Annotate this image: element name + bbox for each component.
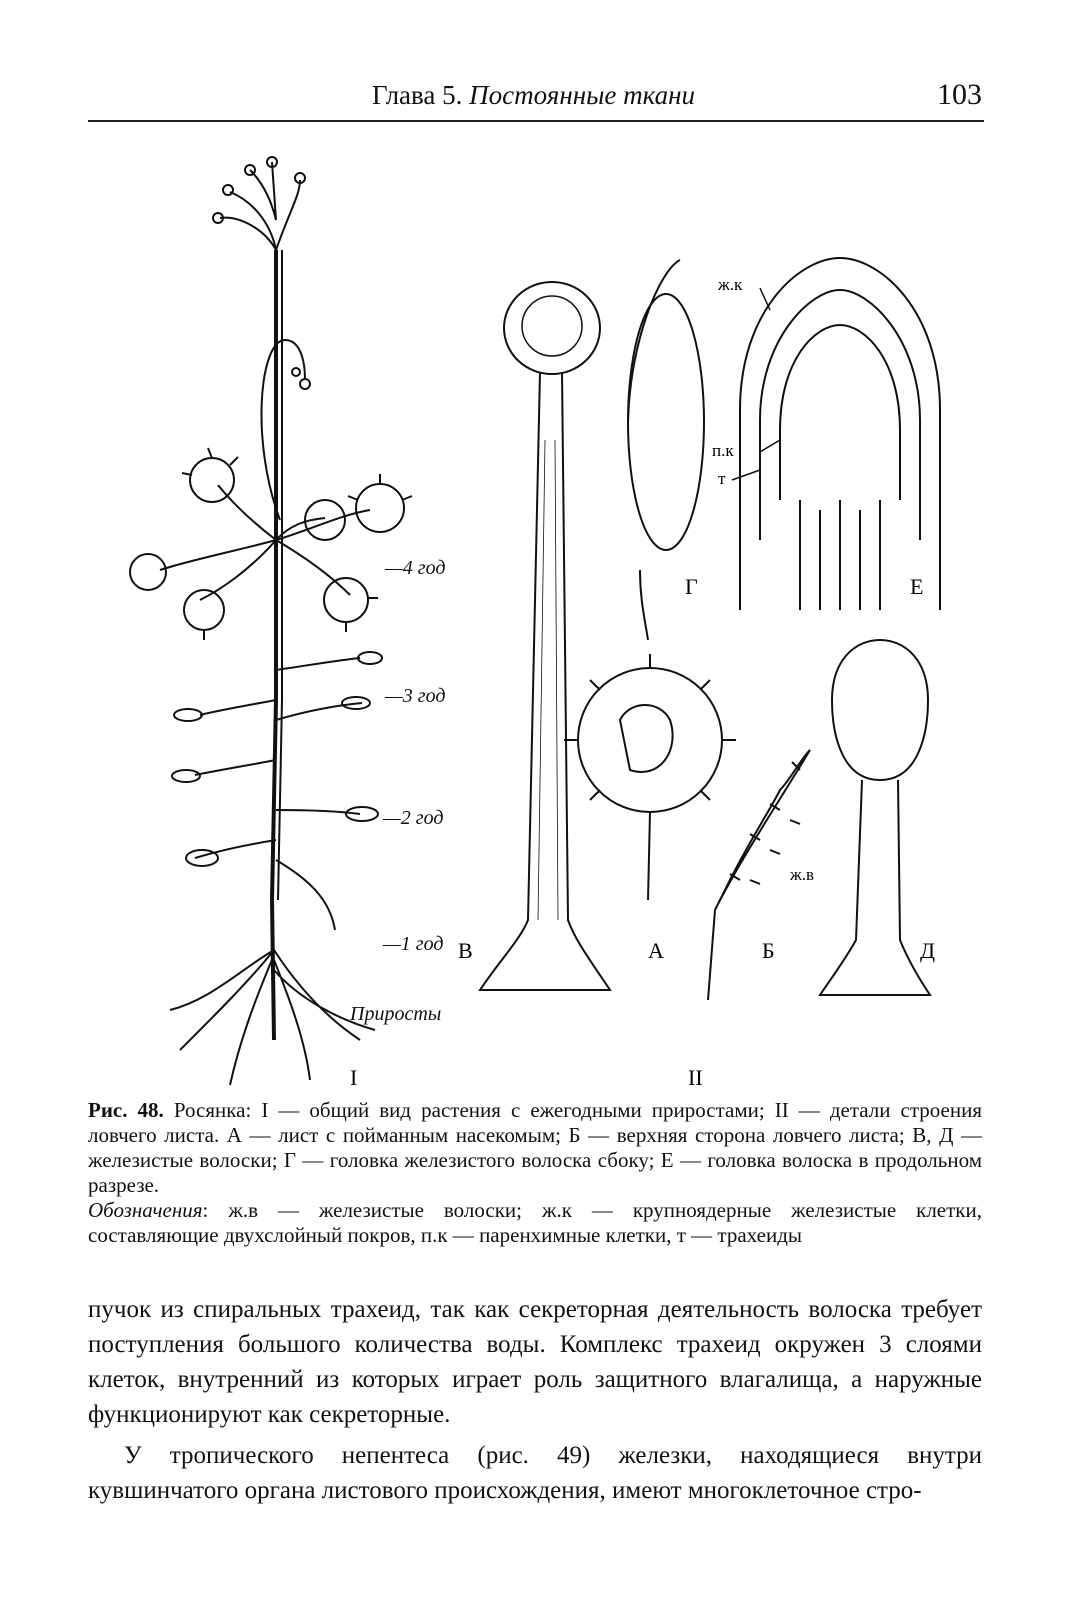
annotation-zh-v: ж.в bbox=[790, 865, 815, 884]
rosette-leaves bbox=[130, 448, 412, 640]
part-label-1: I bbox=[350, 1065, 358, 1090]
caption-label: Рис. 48. bbox=[88, 1098, 164, 1122]
growth-markers bbox=[349, 557, 445, 1025]
page-number: 103 bbox=[937, 78, 982, 111]
growth-label-1: —1 год bbox=[383, 933, 444, 955]
chapter-title: Постоянные ткани bbox=[469, 80, 696, 110]
growth-label-2: —2 год bbox=[383, 807, 444, 829]
detail-a-leaf-insect bbox=[564, 654, 736, 900]
caption-main bbox=[88, 1098, 982, 1198]
legend-title: Обозначения bbox=[88, 1198, 203, 1222]
chapter-label: Глава 5. bbox=[372, 80, 463, 110]
detail-label-d: Д bbox=[920, 938, 936, 963]
part-label-2: II bbox=[688, 1065, 703, 1090]
detail-d-hair bbox=[820, 640, 930, 995]
plant-illustration bbox=[130, 157, 412, 1085]
detail-label-v: В bbox=[458, 938, 473, 963]
annotation-zh-k: ж.к bbox=[718, 275, 743, 294]
figure-caption bbox=[88, 1098, 982, 1248]
paragraph-1: пучок из спиральных трахеид, так как секреторная деятельность волоска требует поступления большого количества воды. Комплекс трахеид окружен 3 слоями клеток, внутренний из которых играет роль защитного влагалища, а наружные функционируют как секреторные. bbox=[88, 1296, 982, 1428]
paragraph-2: У тропического непентеса (рис. 49) железки, находящиеся внутри кувшинчатого органа листового происхождения, имеют многоклеточное стро- bbox=[88, 1442, 982, 1504]
caption-legend bbox=[88, 1198, 982, 1248]
annotation-t: т bbox=[718, 469, 726, 488]
body-text bbox=[88, 1292, 982, 1508]
caption-text: Росянка: I — общий вид растения с ежегодными приростами; II — детали строения ловчего листа. А — лист с пойманным насекомым; Б — верхняя сторона ловчего листа; В, Д — железистые волоски; Г — головка железистого волоска сбоку; Е — головка волоска в продольном разрезе. bbox=[88, 1098, 983, 1197]
growth-label-3: —3 год bbox=[385, 685, 446, 707]
detail-v-hair bbox=[480, 282, 610, 990]
running-header bbox=[88, 78, 984, 122]
legend-text: : ж.в — железистые волоски; ж.к — крупноядерные железистые клетки, составляющие двухслойный покров, п.к — паренхимные клетки, т — трахеиды bbox=[88, 1198, 982, 1247]
chapter-heading bbox=[372, 80, 695, 111]
detail-label-e: Е bbox=[910, 574, 924, 599]
growth-title: Приросты bbox=[350, 1003, 442, 1025]
detail-label-g: Г bbox=[685, 574, 698, 599]
detail-label-a: А bbox=[648, 938, 664, 963]
growth-label-4: —4 год bbox=[385, 557, 446, 579]
annotation-p-k: п.к bbox=[712, 441, 734, 460]
detail-label-b: Б bbox=[762, 938, 775, 963]
detail-e-section bbox=[740, 258, 940, 610]
figure-drosera bbox=[100, 140, 980, 1100]
